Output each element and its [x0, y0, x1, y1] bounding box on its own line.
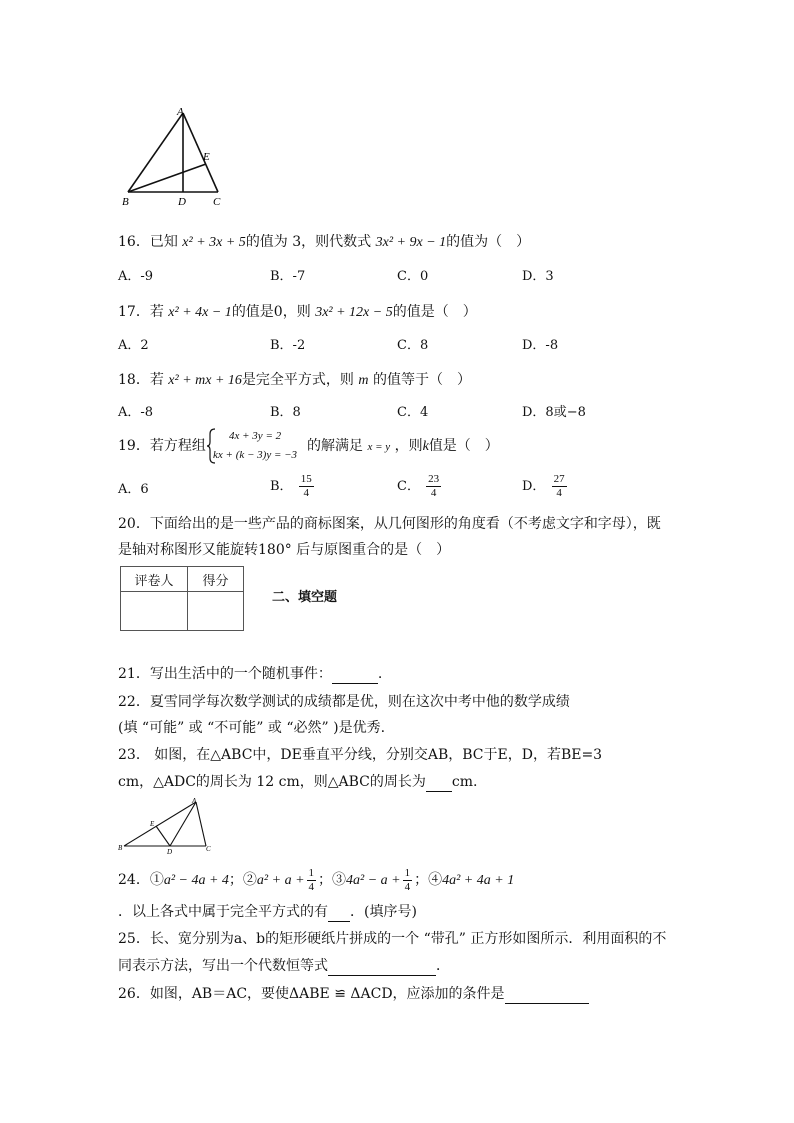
question-19-tail: 的解满足 x = y ，则k值是（ ） [307, 438, 499, 454]
expression: x² + 4x − 1 [168, 305, 232, 320]
question-25-line-2: 同表示方法，写出一个代数恒等式 ． [118, 958, 450, 974]
fraction: $\frac{27}{4}$ [553, 473, 565, 499]
option-b: B． $\frac{15}{4}$ [270, 473, 312, 499]
option-b: B．-7 [270, 269, 306, 284]
fraction: $\frac{15}{4}$ [300, 473, 312, 499]
label-A: A [192, 797, 197, 805]
label-D: D [167, 848, 173, 854]
label-E: E [203, 151, 210, 163]
label-C: C [213, 196, 221, 208]
triangle-figure-1 [110, 104, 240, 212]
question-21: 21．写出生活中的一个随机事件： . [118, 666, 383, 682]
option-b: B．8 [270, 405, 301, 420]
option-d: D． $\frac{27}{4}$ [522, 473, 565, 499]
question-20-line-2: 是轴对称图形又能旋转180° 后与原图重合的是（ ） [118, 542, 451, 558]
question-22-line-1: 22．夏雪同学每次数学测试的成绩都是优，则在这次中考中他的数学成绩 [118, 694, 570, 710]
expression: 3x² + 12x − 5 [315, 305, 393, 320]
answer-blank [505, 988, 589, 1004]
question-26: 26．如图，AB＝AC，要使ΔABE ≌ ΔACD，应添加的条件是 [118, 984, 589, 1004]
grader-cell [121, 592, 188, 631]
question-19: 19．若方程组 [118, 438, 206, 454]
question-20-line-1: 20．下面给出的是一些产品的商标图案，从几何图形的角度看（不考虑文字和字母），既 [118, 516, 661, 532]
option-c: C．4 [397, 405, 429, 420]
grader-header: 评卷人 [121, 567, 188, 592]
answer-blank [426, 776, 452, 792]
answer-blank [328, 906, 350, 922]
fraction: $\frac{23}{4}$ [428, 473, 440, 499]
expression: x² + 3x + 5 [182, 235, 246, 250]
score-table [120, 566, 244, 631]
question-18: 18．若 x² + mx + 16是完全平方式，则 m 的值等于（ ） [118, 372, 471, 388]
label-E: E [150, 820, 155, 828]
condition: x = y [367, 441, 391, 453]
option-d: D．3 [522, 269, 554, 284]
score-header: 得分 [188, 567, 244, 592]
question-24: 24．①a² − 4a + 4；②a² + a + $\frac{1}{4}$ ；③4a² − a + $\frac{1}{4}$ ；④4a² + 4a + 1 [118, 866, 515, 893]
question-23-line-2: cm，△ADC的周长为 12 cm，则△ABC的周长为 cm. [118, 774, 478, 790]
option-c: C．8 [397, 338, 429, 353]
expression: 3x² + 9x − 1 [375, 235, 447, 250]
label-D: D [178, 196, 186, 208]
triangle-figure-2 [118, 796, 218, 854]
option-a: A．2 [118, 338, 149, 353]
option-a: A．-8 [118, 405, 154, 420]
expression-1: a² − 4a + 4 [163, 873, 229, 888]
label-B: B [118, 844, 123, 852]
option-d: D．8或−8 [522, 405, 586, 420]
label-B: B [122, 196, 129, 208]
option-a: A．6 [118, 482, 149, 497]
label-A: A [177, 106, 184, 118]
expression-3: 4a² − a + [346, 873, 401, 888]
option-c: C．0 [397, 269, 429, 284]
option-a: A．-9 [118, 269, 154, 284]
question-25-line-1: 25．长、宽分别为a、b的矩形硬纸片拼成的一个 “带孔” 正方形如图所示．利用面积的不 [118, 931, 667, 947]
equation-1: 4x + 3y = 2 [229, 430, 282, 442]
fraction: $\frac{1}{4}$ [404, 866, 411, 893]
expression: x² + mx + 16 [168, 373, 242, 388]
question-17: 17．若 x² + 4x − 1的值是0，则 3x² + 12x − 5的值是（ ） [118, 304, 477, 320]
equation-2: kx + (k − 3)y = −3 [213, 449, 298, 461]
answer-blank [328, 960, 436, 976]
score-cell [188, 592, 244, 631]
expression-2: a² + a + [256, 873, 305, 888]
answer-blank [332, 668, 378, 684]
question-24-line-2: ．以上各式中属于完全平方式的有 ．(填序号) [118, 904, 417, 920]
expression-4: 4a² + 4a + 1 [442, 873, 515, 888]
option-c: C． $\frac{23}{4}$ [397, 473, 440, 499]
section-title: 二、填空题 [272, 590, 338, 605]
variable: m [358, 373, 369, 388]
question-23-line-1: 23． 如图，在△ABC中，DE垂直平分线，分别交AB，BC于E，D，若BE=3 [118, 747, 603, 763]
variable: k [422, 439, 429, 454]
fraction: $\frac{1}{4}$ [308, 866, 315, 893]
question-16: 16．已知 x² + 3x + 5的值为 3，则代数式 3x² + 9x − 1的值为（ ） [118, 234, 531, 250]
question-22-line-2: (填 “可能” 或 “不可能” 或 “必然” )是优秀. [118, 720, 386, 736]
option-b: B．-2 [270, 338, 306, 353]
option-d: D．-8 [522, 338, 559, 353]
label-C: C [206, 845, 211, 853]
